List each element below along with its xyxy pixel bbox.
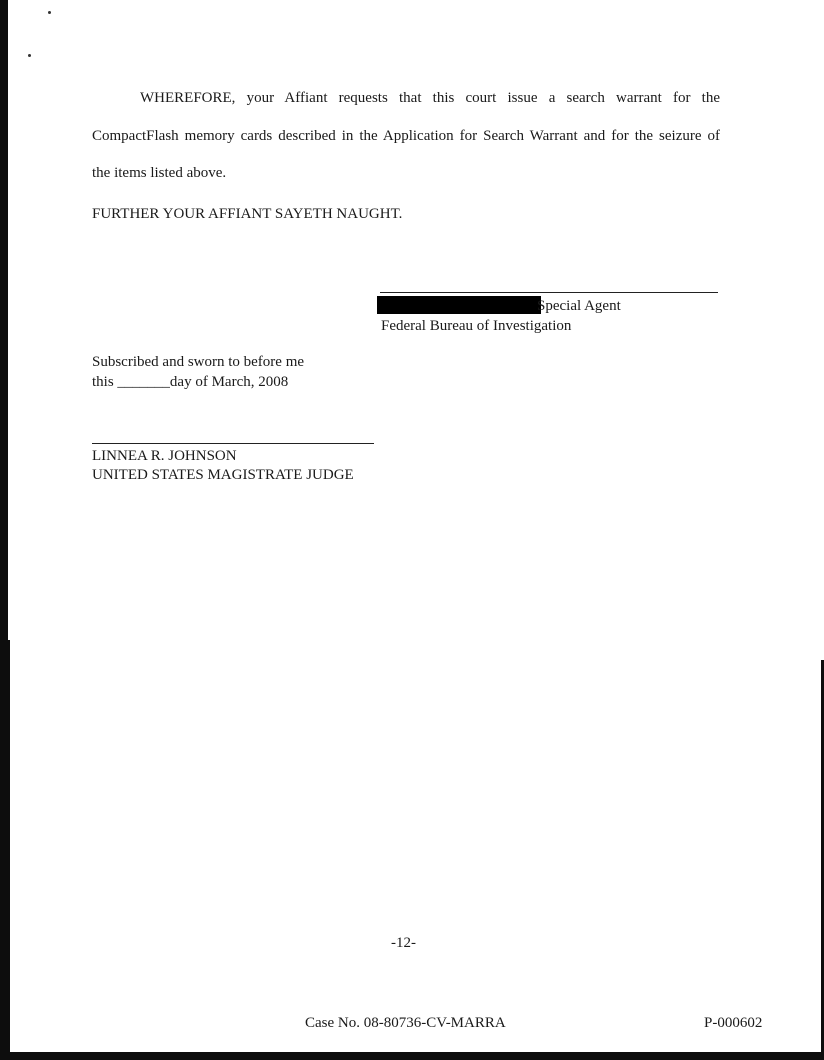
footer-bates-number: P-000602 xyxy=(704,1015,763,1031)
scan-edge-left xyxy=(0,0,8,640)
judge-name: LINNEA R. JOHNSON xyxy=(92,448,237,464)
paragraph-line-2: CompactFlash memory cards described in the Application for Search Warrant and for the seizure of xyxy=(92,128,720,144)
judge-title: UNITED STATES MAGISTRATE JUDGE xyxy=(92,467,354,483)
affiant-agency: Federal Bureau of Investigation xyxy=(381,318,572,334)
redacted-affiant-name xyxy=(377,296,541,314)
closing-statement: FURTHER YOUR AFFIANT SAYETH NAUGHT. xyxy=(92,206,403,222)
paragraph-line-3: the items listed above. xyxy=(92,165,227,181)
footer-case-number: Case No. 08-80736-CV-MARRA xyxy=(305,1015,506,1031)
jurat-line-2: this _______day of March, 2008 xyxy=(92,374,289,390)
affiant-signature-line xyxy=(380,292,718,293)
affiant-title: Special Agent xyxy=(537,298,621,314)
judge-signature-line xyxy=(92,443,374,444)
paragraph-line-1: WHEREFORE, your Affiant requests that this court issue a search warrant for the xyxy=(140,90,720,106)
jurat-line-1: Subscribed and sworn to before me xyxy=(92,354,305,370)
page-number: -12- xyxy=(391,935,416,951)
scan-edge-bottom xyxy=(0,1052,824,1060)
scan-edge-left-lower xyxy=(0,640,10,1060)
scan-speck xyxy=(28,54,31,57)
scan-speck xyxy=(48,11,51,14)
